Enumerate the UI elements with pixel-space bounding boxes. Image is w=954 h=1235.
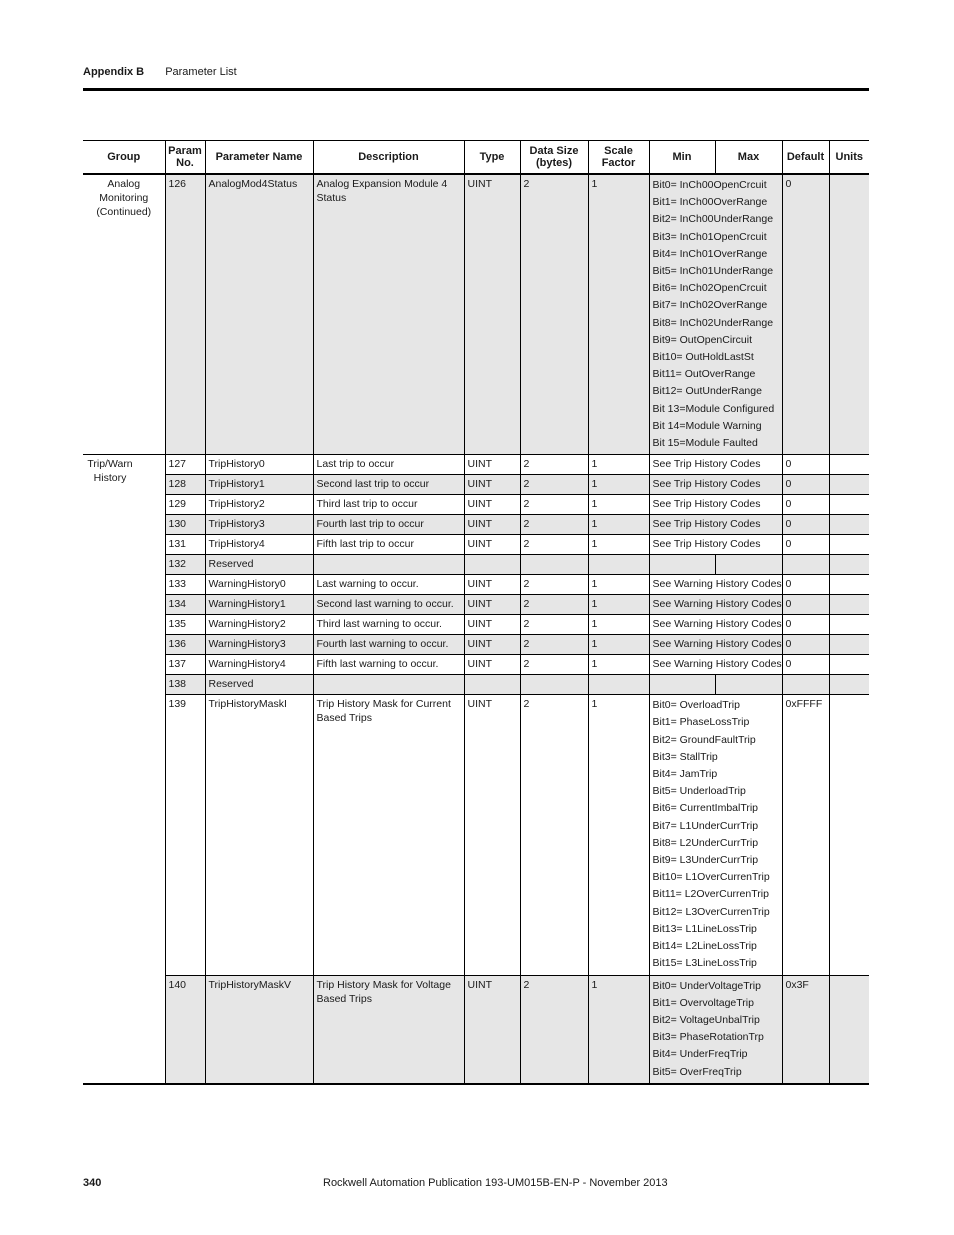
param-units [829, 475, 869, 495]
param-name: TripHistory3 [205, 515, 313, 535]
param-name: TripHistory2 [205, 495, 313, 515]
table-row [83, 655, 869, 675]
param-type: UINT [464, 655, 520, 675]
bit-definition: Bit15= L3LineLossTrip [652, 957, 757, 970]
param-min-max: See Warning History Codes [649, 635, 782, 655]
param-min-max: See Warning History Codes [649, 575, 782, 595]
param-size: 2 [520, 174, 588, 455]
param-scale: 1 [588, 515, 649, 535]
param-scale: 1 [588, 475, 649, 495]
param-name: Reserved [205, 555, 313, 575]
bit-definition: Bit1= InCh00OverRange [652, 196, 768, 209]
param-default: 0 [782, 635, 829, 655]
param-units [829, 615, 869, 635]
param-units [829, 535, 869, 555]
table-row [83, 495, 869, 515]
bit-definition: Bit3= StallTrip [652, 750, 718, 763]
param-no: 139 [165, 695, 205, 975]
param-scale [588, 555, 649, 575]
param-units [829, 555, 869, 575]
param-description: Second last warning to occur. [313, 595, 464, 615]
param-type: UINT [464, 515, 520, 535]
bit-definition: Bit3= InCh01OpenCrcuit [652, 230, 767, 243]
param-min-max: See Warning History Codes [649, 655, 782, 675]
param-min-max [649, 975, 782, 1084]
param-min-max: See Trip History Codes [649, 455, 782, 475]
group-analog-monitoring: Analog Monitoring (Continued) [83, 174, 165, 455]
bit-definition: Bit2= InCh00UnderRange [652, 213, 774, 226]
bit-definition: Bit1= PhaseLossTrip [652, 716, 750, 729]
param-max [715, 555, 782, 575]
bit-definition: Bit7= InCh02OverRange [652, 299, 768, 312]
param-no: 132 [165, 555, 205, 575]
param-scale: 1 [588, 595, 649, 615]
col-header-scale-factor: Scale Factor [588, 141, 649, 175]
param-description: Trip History Mask for Voltage Based Trips [313, 975, 464, 1084]
param-units [829, 655, 869, 675]
param-size: 2 [520, 635, 588, 655]
param-scale: 1 [588, 174, 649, 455]
param-min-max [649, 695, 782, 975]
bit-definition: Bit11= L2OverCurrenTrip [652, 888, 769, 901]
param-no: 128 [165, 475, 205, 495]
table-header-row [83, 141, 869, 175]
bit-definition: Bit5= OverFreqTrip [652, 1065, 742, 1078]
param-size: 2 [520, 475, 588, 495]
param-default: 0 [782, 174, 829, 455]
col-header-min: Min [649, 141, 715, 175]
param-default: 0xFFFF [782, 695, 829, 975]
param-name: Reserved [205, 675, 313, 695]
bit-definition: Bit11= OutOverRange [652, 368, 756, 381]
col-header-data-size: Data Size (bytes) [520, 141, 588, 175]
table-row [83, 635, 869, 655]
table-row [83, 595, 869, 615]
bit-definition: Bit4= InCh01OverRange [652, 247, 768, 260]
bit-definition: Bit9= OutOpenCircuit [652, 333, 753, 346]
param-units [829, 515, 869, 535]
param-default: 0 [782, 655, 829, 675]
param-scale: 1 [588, 575, 649, 595]
col-header-description: Description [313, 141, 464, 175]
bit-definition: Bit 15=Module Faulted [652, 437, 758, 450]
param-scale: 1 [588, 695, 649, 975]
bit-definition: Bit4= JamTrip [652, 768, 718, 781]
param-no: 138 [165, 675, 205, 695]
table-row [83, 535, 869, 555]
param-scale: 1 [588, 535, 649, 555]
param-no: 137 [165, 655, 205, 675]
param-default: 0x3F [782, 975, 829, 1084]
param-default: 0 [782, 455, 829, 475]
param-type [464, 555, 520, 575]
param-min-max: See Warning History Codes [649, 615, 782, 635]
param-description: Fourth last warning to occur. [313, 635, 464, 655]
param-max [715, 675, 782, 695]
param-min-max: See Trip History Codes [649, 515, 782, 535]
param-description [313, 555, 464, 575]
bit-definition: Bit14= L2LineLossTrip [652, 940, 757, 953]
param-default: 0 [782, 515, 829, 535]
param-scale: 1 [588, 495, 649, 515]
bit-definition: Bit2= VoltageUnbalTrip [652, 1013, 760, 1026]
param-type: UINT [464, 495, 520, 515]
param-size: 2 [520, 495, 588, 515]
col-header-type: Type [464, 141, 520, 175]
col-header-default: Default [782, 141, 829, 175]
col-header-param-no: Param No. [165, 141, 205, 175]
param-description: Fourth last trip to occur [313, 515, 464, 535]
param-default [782, 555, 829, 575]
bit-definition: Bit 14=Module Warning [652, 419, 762, 432]
bit-definition: Bit8= L2UnderCurrTrip [652, 836, 759, 849]
group-trip-warn-history [83, 455, 165, 1084]
bit-definition: Bit0= InCh00OpenCrcuit [652, 179, 767, 191]
col-header-parameter-name: Parameter Name [205, 141, 313, 175]
bit-definition: Bit10= OutHoldLastSt [652, 351, 754, 364]
param-units [829, 595, 869, 615]
param-type: UINT [464, 695, 520, 975]
param-min [649, 675, 715, 695]
bit-definition: Bit7= L1UnderCurrTrip [652, 819, 759, 832]
param-type: UINT [464, 615, 520, 635]
param-default: 0 [782, 595, 829, 615]
param-no: 135 [165, 615, 205, 635]
param-no: 140 [165, 975, 205, 1084]
param-units [829, 635, 869, 655]
param-scale: 1 [588, 655, 649, 675]
param-units [829, 675, 869, 695]
param-units [829, 174, 869, 455]
table-row [83, 575, 869, 595]
bit-definition: Bit4= UnderFreqTrip [652, 1048, 748, 1061]
table-row [83, 975, 869, 1084]
param-min-max: See Warning History Codes [649, 595, 782, 615]
table-row [83, 455, 869, 475]
param-description: Analog Expansion Module 4 Status [313, 174, 464, 455]
param-default: 0 [782, 575, 829, 595]
col-header-group: Group [83, 141, 165, 175]
param-scale: 1 [588, 615, 649, 635]
bit-definition: Bit2= GroundFaultTrip [652, 733, 756, 746]
bit-definition: Bit8= InCh02UnderRange [652, 316, 774, 329]
param-units [829, 455, 869, 475]
param-name: WarningHistory1 [205, 595, 313, 615]
param-no: 130 [165, 515, 205, 535]
bit-definition: Bit12= L3OverCurrenTrip [652, 905, 770, 918]
param-description: Fifth last warning to occur. [313, 655, 464, 675]
param-size: 2 [520, 535, 588, 555]
param-description: Second last trip to occur [313, 475, 464, 495]
table-row [83, 475, 869, 495]
param-name: TripHistoryMaskV [205, 975, 313, 1084]
publication-info: Rockwell Automation Publication 193-UM015B-EN-P - November 2013 [323, 1177, 668, 1189]
param-size: 2 [520, 695, 588, 975]
table-row-reserved [83, 555, 869, 575]
param-scale: 1 [588, 975, 649, 1084]
param-min-max: See Trip History Codes [649, 475, 782, 495]
param-type: UINT [464, 455, 520, 475]
param-no: 126 [165, 174, 205, 455]
param-type: UINT [464, 595, 520, 615]
param-default: 0 [782, 495, 829, 515]
param-scale [588, 675, 649, 695]
bit-definition: Bit10= L1OverCurrenTrip [652, 871, 770, 884]
param-min-max [649, 174, 782, 455]
param-size: 2 [520, 615, 588, 635]
appendix-label: Appendix B [83, 66, 145, 78]
param-units [829, 975, 869, 1084]
table-row [83, 695, 869, 975]
param-name: TripHistory0 [205, 455, 313, 475]
table-row-reserved [83, 675, 869, 695]
table-row [83, 174, 869, 455]
param-scale: 1 [588, 635, 649, 655]
param-description: Last trip to occur [313, 455, 464, 475]
param-name: WarningHistory4 [205, 655, 313, 675]
param-size [520, 675, 588, 695]
param-size: 2 [520, 655, 588, 675]
param-size: 2 [520, 575, 588, 595]
col-header-units: Units [829, 141, 869, 175]
param-units [829, 695, 869, 975]
bit-definition: Bit0= OverloadTrip [652, 699, 740, 712]
param-type: UINT [464, 174, 520, 455]
param-min-max: See Trip History Codes [649, 535, 782, 555]
param-size: 2 [520, 455, 588, 475]
page-header [83, 66, 237, 78]
param-scale: 1 [588, 455, 649, 475]
param-default: 0 [782, 535, 829, 555]
bit-definition: Bit0= UnderVoltageTrip [652, 979, 761, 992]
bit-definition: Bit13= L1LineLossTrip [652, 922, 757, 935]
param-default: 0 [782, 475, 829, 495]
param-description: Trip History Mask for Current Based Trips [313, 695, 464, 975]
param-no: 129 [165, 495, 205, 515]
param-type [464, 675, 520, 695]
param-no: 136 [165, 635, 205, 655]
param-no: 131 [165, 535, 205, 555]
table-row [83, 615, 869, 635]
bit-definition: Bit 13=Module Configured [652, 402, 775, 415]
param-type: UINT [464, 575, 520, 595]
param-description [313, 675, 464, 695]
param-no: 133 [165, 575, 205, 595]
param-description: Third last trip to occur [313, 495, 464, 515]
bit-definition: Bit3= PhaseRotationTrp [652, 1031, 764, 1044]
param-name: TripHistory1 [205, 475, 313, 495]
header-rule [83, 88, 869, 91]
param-description: Third last warning to occur. [313, 615, 464, 635]
bit-definition: Bit5= UnderloadTrip [652, 785, 746, 798]
param-min-max: See Trip History Codes [649, 495, 782, 515]
param-units [829, 495, 869, 515]
table-row [83, 515, 869, 535]
parameter-table [83, 140, 869, 1085]
bit-definition: Bit6= CurrentImbalTrip [652, 802, 759, 815]
param-name: WarningHistory2 [205, 615, 313, 635]
bit-definition: Bit9= L3UnderCurrTrip [652, 854, 759, 867]
param-units [829, 575, 869, 595]
param-size: 2 [520, 515, 588, 535]
param-name: TripHistory4 [205, 535, 313, 555]
bit-definition: Bit5= InCh01UnderRange [652, 265, 774, 278]
param-type: UINT [464, 475, 520, 495]
group-label: Trip/Warn History [87, 458, 133, 485]
bit-definition: Bit1= OvervoltageTrip [652, 996, 754, 1009]
param-min [649, 555, 715, 575]
param-default: 0 [782, 615, 829, 635]
col-header-max: Max [715, 141, 782, 175]
param-type: UINT [464, 635, 520, 655]
param-name: WarningHistory0 [205, 575, 313, 595]
param-size [520, 555, 588, 575]
param-description: Fifth last trip to occur [313, 535, 464, 555]
bit-definition: Bit12= OutUnderRange [652, 385, 762, 398]
param-description: Last warning to occur. [313, 575, 464, 595]
param-size: 2 [520, 975, 588, 1084]
param-type: UINT [464, 535, 520, 555]
section-label: Parameter List [165, 66, 237, 78]
page-number: 340 [83, 1177, 102, 1189]
param-no: 127 [165, 455, 205, 475]
param-no: 134 [165, 595, 205, 615]
bit-definition: Bit6= InCh02OpenCrcuit [652, 282, 767, 295]
param-name: TripHistoryMaskI [205, 695, 313, 975]
param-type: UINT [464, 975, 520, 1084]
param-default [782, 675, 829, 695]
param-name: WarningHistory3 [205, 635, 313, 655]
param-size: 2 [520, 595, 588, 615]
param-name: AnalogMod4Status [205, 174, 313, 455]
